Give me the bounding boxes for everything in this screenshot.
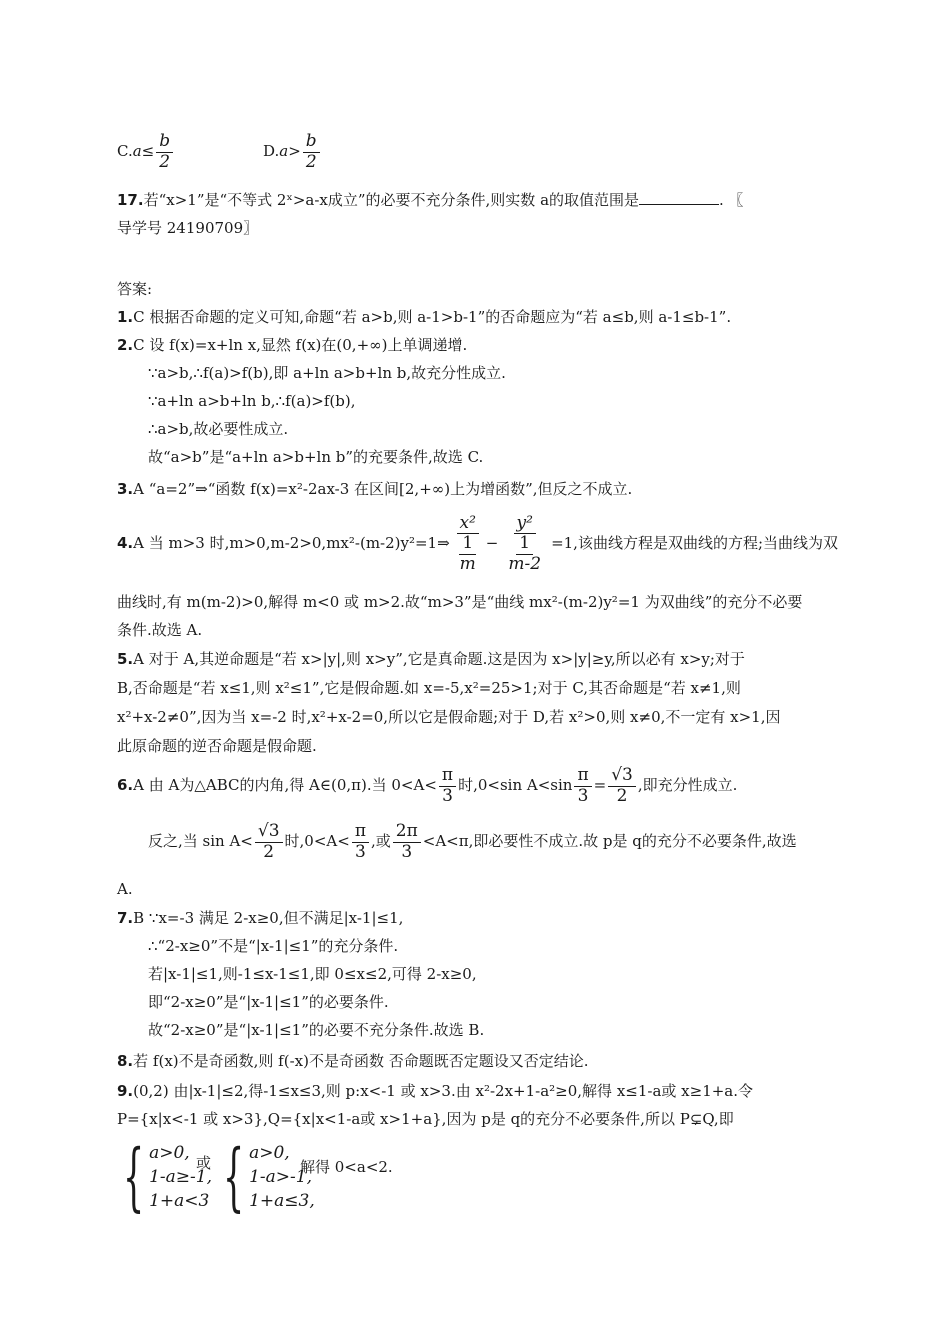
answer-8: 8.若 f(x)不是奇函数,则 f(-x)不是奇函数 否命题既否定题设又否定结论. xyxy=(117,1052,589,1070)
answer-2-line: ∴a>b,故必要性成立. xyxy=(148,420,289,438)
answer-5: 5.A 对于 A,其逆命题是“若 x>|y|,则 x>y”,它是真命题.这是因为 x>|y|≥y,所以必有 x>y;对于 xyxy=(117,650,745,668)
inequality-system-2: { a>0, 1-a>-1, 1+a≤3, xyxy=(222,1134,315,1220)
answer-2-line: ∵a+ln a>b+ln b,∴f(a)>f(b), xyxy=(148,392,356,410)
answer-7-line: 若|x-1|≤1,则-1≤x-1≤1,即 0≤x≤2,可得 2-x≥0, xyxy=(148,965,477,983)
answer-2-line: 故“a>b”是“a+ln a>b+ln b”的充要条件,故选 C. xyxy=(148,448,484,466)
option-d: D.a> $\frac{b}{2}$ xyxy=(263,132,322,172)
answer-9-result: 解得 0<a<2. xyxy=(300,1158,393,1176)
answer-7-line: 故“2-x≥0”是“|x-1|≤1”的必要不充分条件.故选 B. xyxy=(148,1021,485,1039)
answer-4-line: 曲线时,有 m(m-2)>0,解得 m<0 或 m>2.故“m>3”是“曲线 mx²-(m-2)y²=1 为双曲线”的充分不必要 xyxy=(117,593,803,611)
answer-7: 7.B ∵x=-3 满足 2-x≥0,但不满足|x-1|≤1, xyxy=(117,909,404,927)
answer-6-line: A. xyxy=(117,880,133,898)
question-17: 17.若“x>1”是“不等式 2ˣ>a-x成立”的必要不充分条件,则实数 a的取值范围是 . 〖 xyxy=(117,191,744,209)
answer-2-line: ∵a>b,∴f(a)>f(b),即 a+ln a>b+ln b,故充分性成立. xyxy=(148,364,506,382)
answer-6: 6.A 由 A为△ABC的内角,得 A∈(0,π).当 0<A< $\frac{\pi}{3}$ 时,0<sin A<sin $\frac{\pi}{3}$ = $\frac{√3}{2}$ ,即充分性成立. xyxy=(117,764,738,806)
answer-2: 2.C 设 f(x)=x+ln x,显然 f(x)在(0,+∞)上单调递增. xyxy=(117,336,468,354)
answer-6-line: 反之,当 sin A< $\frac{√3}{2}$ 时,0<A< $\frac{\pi}{3}$ ,或 $\frac{2\pi}{3}$ <A<π,即必要性不成立.故 p是 q的充分不必要条件,故选 xyxy=(148,820,797,862)
or-word: 或 xyxy=(196,1154,212,1172)
fraction-b-over-2: $\frac{b}{2}$ xyxy=(156,132,173,172)
answer-5-line: B,否命题是“若 x≤1,则 x²≤1”,它是假命题.如 x=-5,x²=25>1;对于 C,其否命题是“若 x≠1,则 xyxy=(117,679,741,697)
fraction-y2-over-1m2: $\frac{\text{y²}}{\frac{1}{m-2}}$ xyxy=(508,512,542,574)
answer-5-line: x²+x-2≠0”,因为当 x=-2 时,x²+x-2=0,所以它是假命题;对于 D,若 x²>0,则 x≠0,不一定有 x>1,因 xyxy=(117,708,781,726)
answer-9-line: P={x|x<-1 或 x>3},Q={x|x<1-a或 x>1+a},因为 p是 q的充分不必要条件,所以 P⊊Q,即 xyxy=(117,1110,734,1128)
question-17-ref: 导学号 24190709〗 xyxy=(117,219,259,237)
answer-5-line: 此原命题的逆否命题是假命题. xyxy=(117,737,317,755)
inequality-system-1: { a>0, 1-a≥-1, 1+a<3 xyxy=(122,1134,212,1220)
answer-4-line: 条件.故选 A. xyxy=(117,621,203,639)
option-c: C.a≤ $\frac{b}{2}$ xyxy=(117,132,175,172)
answer-3: 3.A “a=2”⇒“函数 f(x)=x²-2ax-3 在区间[2,+∞)上为增函数”,但反之不成立. xyxy=(117,480,633,498)
answer-4: 4.A 当 m>3 时,m>0,m-2>0,mx²-(m-2)y²=1⇒ $\frac{\text{x²}}{\frac{1}{m}}$ − $\frac{\text{y²}}{\frac{1}{m-2}}$ =1,该曲线方程是双曲线的方程;当曲线为双 xyxy=(117,512,838,574)
answer-7-line: 即“2-x≥0”是“|x-1|≤1”的必要条件. xyxy=(148,993,389,1011)
answer-7-line: ∴“2-x≥0”不是“|x-1|≤1”的充分条件. xyxy=(148,937,399,955)
answer-blank xyxy=(639,190,719,205)
answer-1: 1.C 根据否命题的定义可知,命题“若 a>b,则 a-1>b-1”的否命题应为“若 a≤b,则 a-1≤b-1”. xyxy=(117,308,732,326)
fraction-b-over-2: $\frac{b}{2}$ xyxy=(303,132,320,172)
answers-title: 答案: xyxy=(117,280,153,298)
answer-9: 9.(0,2) 由|x-1|≤2,得-1≤x≤3,则 p:x<-1 或 x>3.由 x²-2x+1-a²≥0,解得 x≤1-a或 x≥1+a.令 xyxy=(117,1082,754,1100)
fraction-x2-over-1m: $\frac{\text{x²}}{\frac{1}{m}}$ xyxy=(452,514,484,575)
